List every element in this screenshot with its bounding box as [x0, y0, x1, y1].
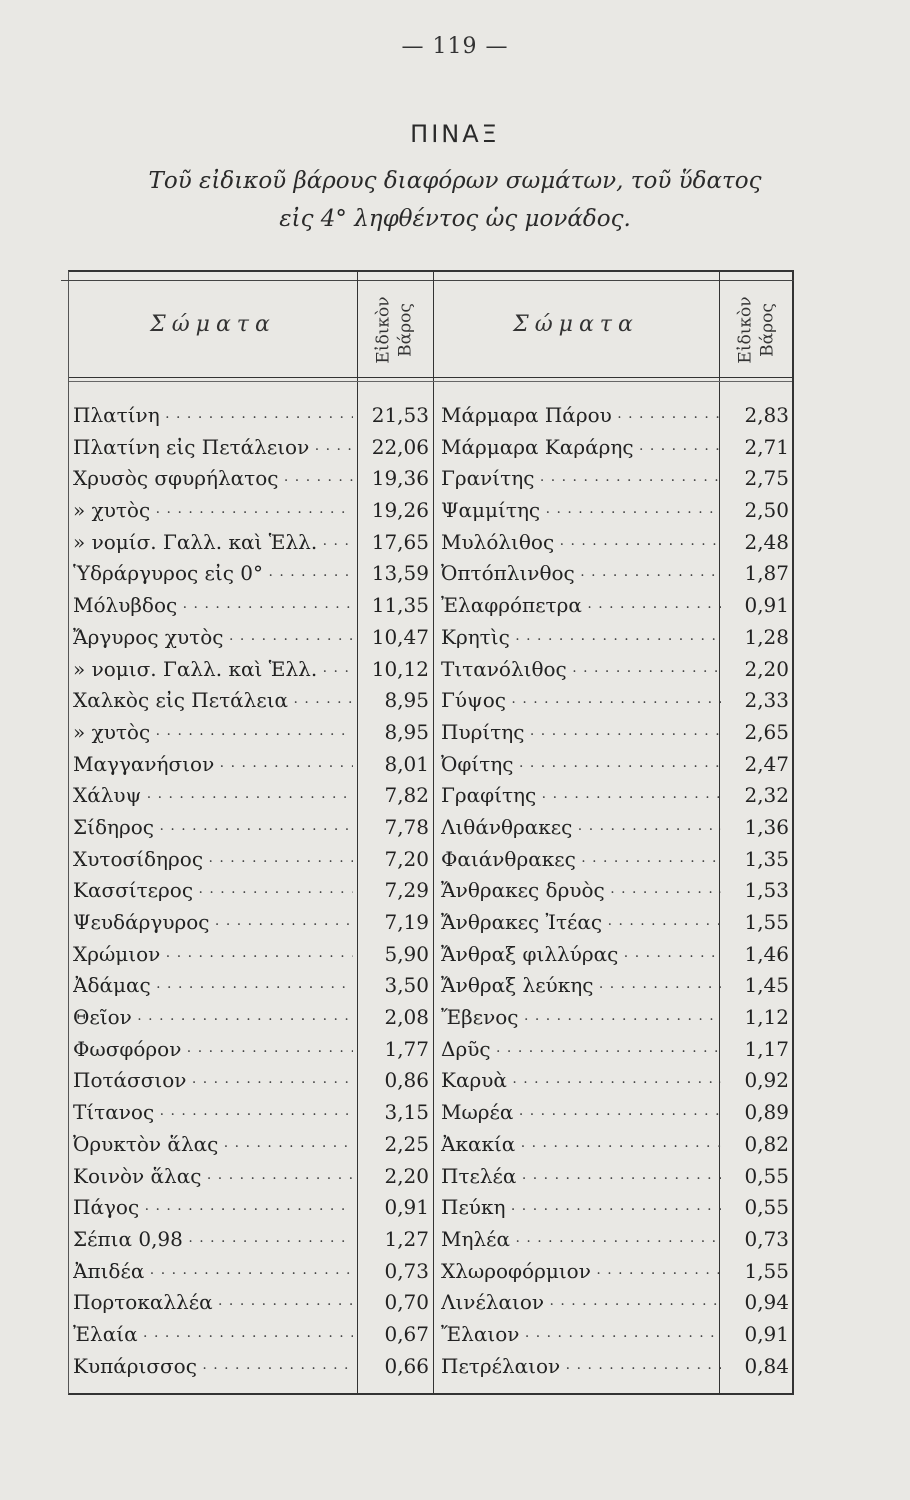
body-name-right: Ἄνθραξ λεύκης · · ·	[441, 970, 721, 1002]
page-number: — 119 —	[401, 34, 509, 59]
body-name-left: Χαλκὸς εἰς Πετάλεια · · ·	[73, 685, 353, 717]
table-row	[69, 1224, 792, 1256]
gravity-value-right: 0,92	[744, 1068, 789, 1093]
gravity-value-left: 1,27	[384, 1226, 429, 1251]
specific-gravity-table	[68, 270, 794, 1395]
gravity-value-left: 3,50	[384, 973, 429, 998]
table-row	[69, 1065, 792, 1097]
gravity-value-right: 1,17	[744, 1036, 789, 1061]
body-name-left: » χυτὸς · · ·	[73, 495, 353, 527]
gravity-value-left: 7,78	[384, 814, 429, 839]
gravity-value-right: 2,48	[744, 529, 789, 554]
body-name-right: Χλωροφόρμιον · · ·	[441, 1256, 721, 1288]
gravity-value-right: 0,82	[744, 1131, 789, 1156]
subtitle-line-2: εἰς 4° ληφθέντος ὡς μονάδος.	[279, 206, 631, 232]
gravity-value-left: 2,20	[384, 1163, 429, 1188]
table-row	[69, 1161, 792, 1193]
gravity-value-left: 7,82	[384, 783, 429, 808]
gravity-value-right: 0,84	[744, 1353, 789, 1378]
gravity-value-left: 10,47	[371, 624, 429, 649]
body-name-left: Σίδηρος · · ·	[73, 812, 353, 844]
body-name-left: Σέπια 0,98 · · ·	[73, 1224, 353, 1256]
body-name-left: Τίτανος · · ·	[73, 1097, 353, 1129]
gravity-value-left: 8,95	[384, 688, 429, 713]
body-name-right: Κρητὶς · · ·	[441, 622, 721, 654]
body-name-right: Μυλόλιθος · · ·	[441, 527, 721, 559]
gravity-value-left: 21,53	[371, 403, 429, 427]
body-name-right: Πετρέλαιον · · ·	[441, 1351, 721, 1383]
table-row	[69, 1129, 792, 1161]
gravity-value-left: 2,25	[384, 1131, 429, 1156]
gravity-value-left: 22,06	[371, 434, 429, 459]
gravity-value-left: 7,29	[384, 878, 429, 903]
gravity-value-left: 5,90	[384, 941, 429, 966]
table-row	[69, 1287, 792, 1319]
gravity-value-right: 1,46	[744, 941, 789, 966]
table-row	[69, 432, 792, 464]
body-name-right: Ὀπτόπλινθος · · ·	[441, 558, 721, 590]
body-name-right: Πυρίτης · · ·	[441, 717, 721, 749]
body-name-left: Θεῖον · · ·	[73, 1002, 353, 1034]
body-name-right: Καρυὰ · · ·	[441, 1065, 721, 1097]
gravity-value-left: 0,70	[384, 1290, 429, 1315]
body-name-right: Πτελέα · · ·	[441, 1161, 721, 1193]
body-name-left: Ὀρυκτὸν ἅλας · · ·	[73, 1129, 353, 1161]
table-row	[69, 1002, 792, 1034]
body-name-right: Γραφίτης · · ·	[441, 780, 721, 812]
body-name-right: Ὀφίτης · · ·	[441, 749, 721, 781]
gravity-value-left: 8,01	[384, 751, 429, 776]
gravity-value-left: 0,67	[384, 1321, 429, 1346]
body-name-left: Ἀδάμας · · ·	[73, 970, 353, 1002]
table-row	[69, 463, 792, 495]
gravity-value-right: 0,91	[744, 1321, 789, 1346]
gravity-value-right: 2,65	[744, 719, 789, 744]
gravity-value-left: 19,26	[371, 498, 429, 523]
gravity-value-right: 2,32	[744, 783, 789, 808]
gravity-value-right: 1,53	[744, 878, 789, 903]
gravity-value-right: 2,83	[744, 403, 789, 427]
gravity-value-right: 2,75	[744, 466, 789, 491]
gravity-value-right: 0,89	[744, 1100, 789, 1125]
body-name-left: Χρώμιον · · ·	[73, 939, 353, 971]
table-row	[69, 1351, 792, 1383]
gravity-value-left: 0,73	[384, 1258, 429, 1283]
table-row	[69, 1256, 792, 1288]
header-gravity-right: Εἰδικὸν Βάρος	[735, 296, 778, 364]
gravity-value-right: 0,55	[744, 1163, 789, 1188]
body-name-left: Ἐλαία · · ·	[73, 1319, 353, 1351]
subtitle-line-1: Τοῦ εἰδικοῦ βάρους διαφόρων σωμάτων, τοῦ ὕδατος	[148, 168, 762, 194]
table-row	[69, 970, 792, 1002]
gravity-value-left: 8,95	[384, 719, 429, 744]
table-row	[69, 1097, 792, 1129]
gravity-value-left: 0,91	[384, 1195, 429, 1220]
body-name-left: Ψευδάργυρος · · ·	[73, 907, 353, 939]
body-name-left: Χάλυψ · · ·	[73, 780, 353, 812]
body-name-left: Φωσφόρον · · ·	[73, 1034, 353, 1066]
gravity-value-right: 1,36	[744, 814, 789, 839]
body-name-left: Κασσίτερος · · ·	[73, 875, 353, 907]
body-name-right: Ἔλαιον · · ·	[441, 1319, 721, 1351]
gravity-value-left: 19,36	[371, 466, 429, 491]
body-name-right: Μωρέα · · ·	[441, 1097, 721, 1129]
body-name-right: Λιθάνθρακες · · ·	[441, 812, 721, 844]
body-name-left: Κοινὸν ἅλας · · ·	[73, 1161, 353, 1193]
gravity-value-left: 10,12	[371, 656, 429, 681]
header-rule	[69, 381, 792, 382]
body-name-left: Ἄργυρος χυτὸς · · ·	[73, 622, 353, 654]
table-row	[69, 622, 792, 654]
gravity-value-right: 2,50	[744, 498, 789, 523]
table-row	[69, 495, 792, 527]
gravity-value-right: 2,20	[744, 656, 789, 681]
gravity-value-right: 0,91	[744, 593, 789, 618]
gravity-value-left: 7,19	[384, 910, 429, 934]
body-name-left: Πάγος · · ·	[73, 1192, 353, 1224]
body-name-right: Ἔβενος · · ·	[441, 1002, 721, 1034]
gravity-value-right: 2,47	[744, 751, 789, 776]
table-row	[69, 654, 792, 686]
table-row	[69, 590, 792, 622]
body-name-left: Χυτοσίδηρος · · ·	[73, 844, 353, 876]
page-title: ΠΙΝΑΞ	[410, 120, 500, 148]
gravity-value-right: 1,87	[744, 561, 789, 586]
body-name-right: Ψαμμίτης · · ·	[441, 495, 721, 527]
gravity-value-right: 1,12	[744, 1005, 789, 1030]
body-name-right: Ἄνθρακες δρυὸς · · ·	[441, 875, 721, 907]
body-name-left: Πλατίνη εἰς Πετάλειον · · ·	[73, 432, 353, 464]
table-row	[69, 685, 792, 717]
body-name-left: » νομισ. Γαλλ. καὶ Ἑλλ. · · ·	[73, 654, 353, 686]
gravity-value-left: 0,86	[384, 1068, 429, 1093]
table-row	[69, 875, 792, 907]
table-body	[69, 400, 792, 1382]
body-name-right: Τιτανόλιθος · · ·	[441, 654, 721, 686]
table-row	[69, 1034, 792, 1066]
gravity-value-right: 1,45	[744, 973, 789, 998]
body-name-left: Μόλυβδος · · ·	[73, 590, 353, 622]
gravity-value-right: 1,55	[744, 910, 789, 934]
body-name-left: Ἀπιδέα · · ·	[73, 1256, 353, 1288]
table-row	[69, 527, 792, 559]
body-name-right: Γρανίτης · · ·	[441, 463, 721, 495]
gravity-value-right: 1,35	[744, 846, 789, 871]
gravity-value-left: 3,15	[384, 1100, 429, 1125]
body-name-left: Μαγγανήσιον · · ·	[73, 749, 353, 781]
table-row	[69, 749, 792, 781]
body-name-right: Δρῦς · · ·	[441, 1034, 721, 1066]
gravity-value-right: 1,55	[744, 1258, 789, 1283]
body-name-right: Ἀκακία · · ·	[441, 1129, 721, 1161]
header-bodies-right: Σώματα	[513, 312, 639, 337]
gravity-value-right: 1,28	[744, 624, 789, 649]
body-name-right: Ἄνθρακες Ἰτέας · · ·	[441, 907, 721, 939]
gravity-value-right: 2,33	[744, 688, 789, 713]
body-name-left: » νομίσ. Γαλλ. καὶ Ἑλλ. · · ·	[73, 527, 353, 559]
header-rule	[69, 377, 792, 378]
body-name-right: Φαιάνθρακες · · ·	[441, 844, 721, 876]
header-bodies-left: Σώματα	[150, 312, 276, 337]
body-name-left: Χρυσὸς σφυρήλατος · · ·	[73, 463, 353, 495]
body-name-right: Ἄνθραξ φιλλύρας · · ·	[441, 939, 721, 971]
body-name-left: Πορτοκαλλέα · · ·	[73, 1287, 353, 1319]
body-name-right: Λινέλαιον · · ·	[441, 1287, 721, 1319]
gravity-value-left: 7,20	[384, 846, 429, 871]
table-row	[69, 1319, 792, 1351]
table-top-rule	[61, 280, 794, 281]
body-name-left: Ὑδράργυρος εἰς 0° · · ·	[73, 558, 353, 590]
body-name-left: Ποτάσσιον · · ·	[73, 1065, 353, 1097]
gravity-value-left: 17,65	[371, 529, 429, 554]
gravity-value-left: 11,35	[371, 593, 429, 618]
table-row	[69, 780, 792, 812]
gravity-value-right: 0,55	[744, 1195, 789, 1220]
table-row	[69, 717, 792, 749]
gravity-value-left: 2,08	[384, 1005, 429, 1030]
body-name-left: » χυτὸς · · ·	[73, 717, 353, 749]
gravity-value-left: 1,77	[384, 1036, 429, 1061]
body-name-right: Μάρμαρα Καράρης · · ·	[441, 432, 721, 464]
body-name-right: Μάρμαρα Πάρου · · ·	[441, 400, 721, 432]
gravity-value-right: 0,94	[744, 1290, 789, 1315]
table-row	[69, 939, 792, 971]
body-name-right: Ἐλαφρόπετρα · · ·	[441, 590, 721, 622]
table-row	[69, 812, 792, 844]
gravity-value-left: 13,59	[371, 561, 429, 586]
table-row	[69, 844, 792, 876]
body-name-left: Κυπάρισσος · · ·	[73, 1351, 353, 1383]
body-name-right: Μηλέα · · ·	[441, 1224, 721, 1256]
table-row	[69, 558, 792, 590]
header-gravity-left: Εἰδικὸν Βάρος	[373, 296, 416, 364]
gravity-value-right: 0,73	[744, 1226, 789, 1251]
table-row	[69, 400, 792, 432]
gravity-value-right: 2,71	[744, 434, 789, 459]
gravity-value-left: 0,66	[384, 1353, 429, 1378]
table-row	[69, 1192, 792, 1224]
body-name-right: Πεύκη · · ·	[441, 1192, 721, 1224]
body-name-left: Πλατίνη · · ·	[73, 400, 353, 432]
table-row	[69, 907, 792, 939]
body-name-right: Γύψος · · ·	[441, 685, 721, 717]
